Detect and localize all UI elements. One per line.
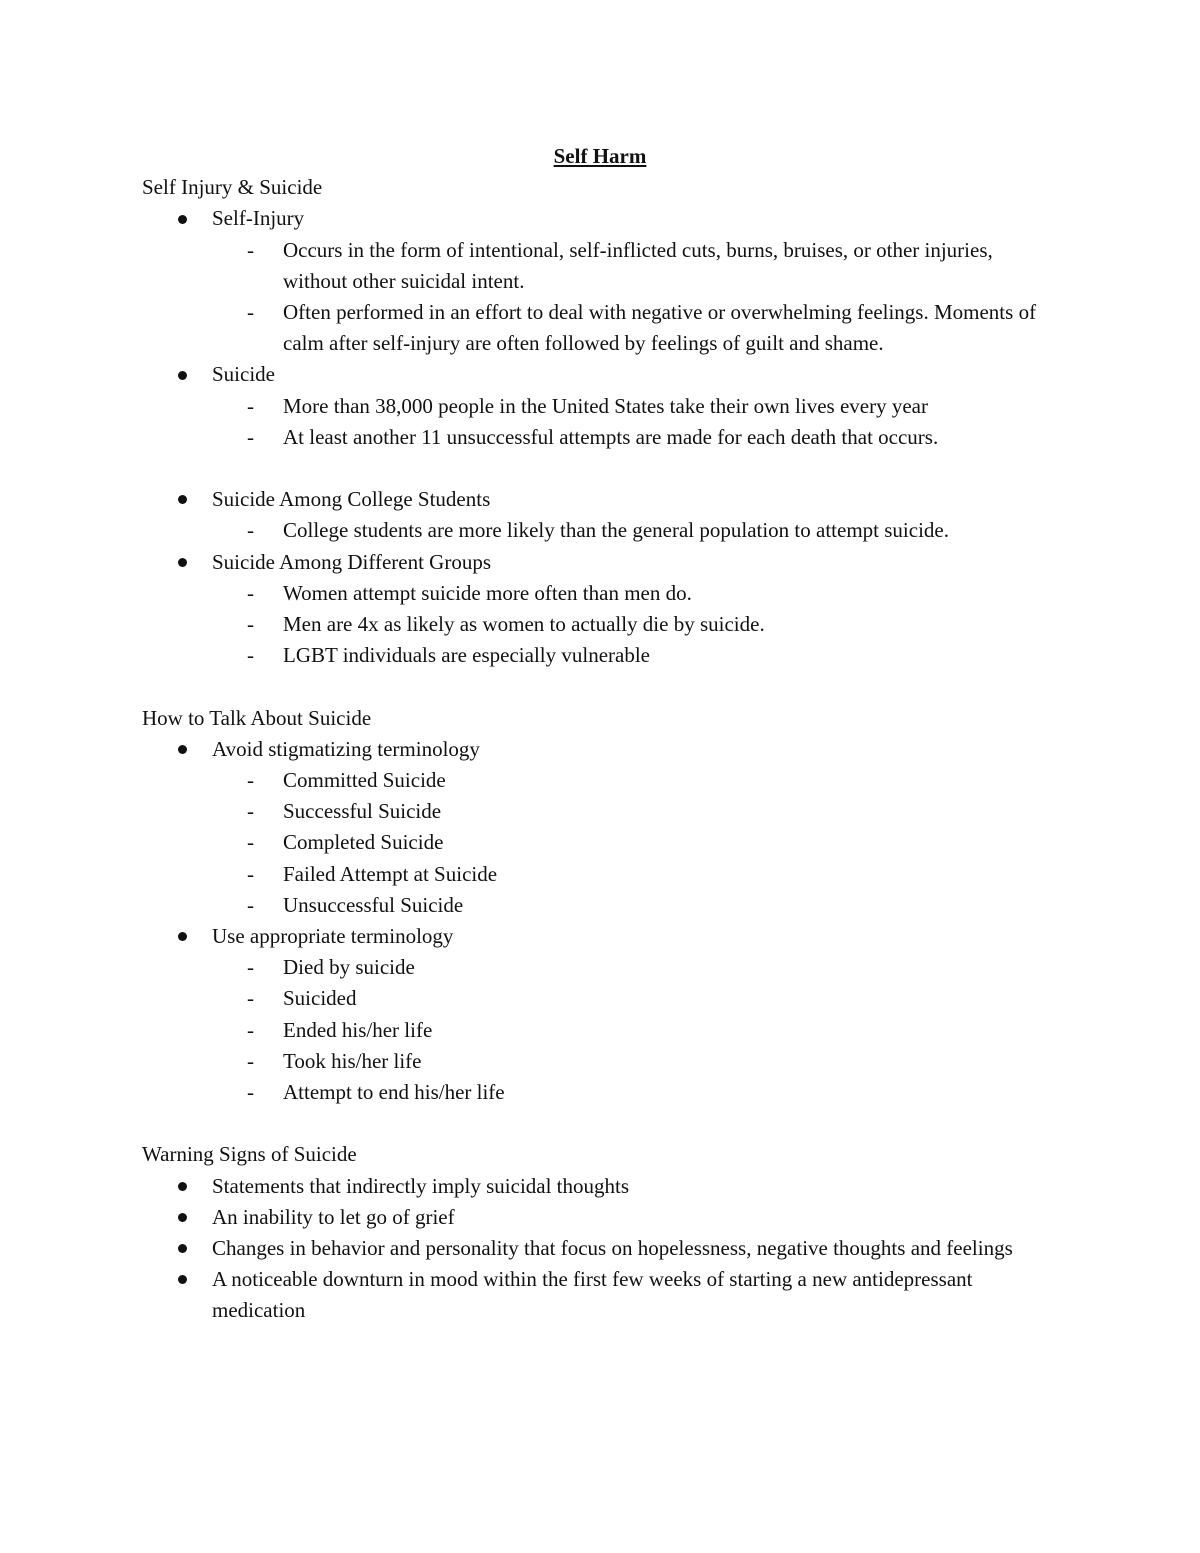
list-subitem: - More than 38,000 people in the United States take their own lives every year (142, 391, 1043, 422)
bullet-icon (178, 484, 187, 515)
bullet-icon (178, 921, 187, 952)
section-heading-self-injury: Self Injury & Suicide (142, 175, 323, 200)
page-title: Self Harm (553, 144, 647, 168)
list-item: Suicide (142, 359, 1200, 390)
spacer (142, 671, 1200, 702)
list-item: Suicide Among Different Groups (142, 547, 1200, 578)
bullet-icon (178, 1264, 187, 1295)
list-subitem: - College students are more likely than the general population to attempt suicide. (142, 515, 1043, 546)
bullet-icon (178, 734, 187, 765)
dash-icon: - (247, 861, 254, 886)
list-subitem: - Often performed in an effort to deal with negative or overwhelming feelings. Moments of calm after self-injury are often followed by feelings of guilt and shame. (142, 297, 1043, 359)
dash-icon: - (247, 1048, 254, 1073)
bullet-icon (178, 1202, 187, 1233)
section-heading-talk-about-suicide: How to Talk About Suicide (142, 705, 372, 730)
list-subitem: - At least another 11 unsuccessful attempts are made for each death that occurs. (142, 422, 1043, 453)
list-suicide-groups (142, 484, 1200, 671)
list-item: Avoid stigmatizing terminology (142, 734, 1200, 765)
bullet-icon (178, 203, 187, 234)
dash-icon: - (247, 986, 254, 1011)
dash-icon: - (247, 300, 254, 325)
bullet-icon (178, 1233, 187, 1264)
list-subitem: - Attempt to end his/her life (142, 1077, 1043, 1108)
list-item: Use appropriate terminology (142, 921, 1200, 952)
list-item: Suicide Among College Students (142, 484, 1200, 515)
dash-icon: - (247, 612, 254, 637)
dash-icon: - (247, 393, 254, 418)
list-item: A noticeable downturn in mood within the first few weeks of starting a new antidepressant medication (142, 1264, 1042, 1326)
list-warning-signs (142, 1171, 1042, 1327)
spacer (142, 453, 1200, 484)
list-self-injury (142, 203, 1200, 453)
list-subitem: - LGBT individuals are especially vulnerable (142, 640, 1043, 671)
list-subitem: - Ended his/her life (142, 1015, 1043, 1046)
list-terminology (142, 734, 1200, 1108)
dash-icon: - (247, 580, 254, 605)
dash-icon: - (247, 799, 254, 824)
spacer (142, 1108, 1200, 1139)
list-subitem: - Completed Suicide (142, 827, 1043, 858)
dash-icon: - (247, 1080, 254, 1105)
list-subitem: - Men are 4x as likely as women to actually die by suicide. (142, 609, 1043, 640)
list-subitem: - Successful Suicide (142, 796, 1043, 827)
dash-icon: - (247, 643, 254, 668)
dash-icon: - (247, 892, 254, 917)
list-item: Statements that indirectly imply suicidal thoughts (142, 1171, 1042, 1202)
list-subitem: - Women attempt suicide more often than men do. (142, 578, 1043, 609)
list-item: An inability to let go of grief (142, 1202, 1042, 1233)
list-subitem: - Died by suicide (142, 952, 1043, 983)
dash-icon: - (247, 830, 254, 855)
bullet-icon (178, 359, 187, 390)
list-subitem: - Committed Suicide (142, 765, 1043, 796)
list-item: Self-Injury (142, 203, 1200, 234)
list-subitem: - Took his/her life (142, 1046, 1043, 1077)
section-heading-warning-signs: Warning Signs of Suicide (142, 1142, 357, 1167)
list-subitem: - Unsuccessful Suicide (142, 890, 1043, 921)
dash-icon: - (247, 237, 254, 262)
dash-icon: - (247, 424, 254, 449)
list-item: Changes in behavior and personality that focus on hopelessness, negative thoughts and feelings (142, 1233, 1042, 1264)
dash-icon: - (247, 1017, 254, 1042)
bullet-icon (178, 547, 187, 578)
dash-icon: - (247, 518, 254, 543)
bullet-icon (178, 1171, 187, 1202)
dash-icon: - (247, 768, 254, 793)
list-subitem: - Suicided (142, 983, 1043, 1014)
dash-icon: - (247, 955, 254, 980)
list-subitem: - Failed Attempt at Suicide (142, 859, 1043, 890)
list-subitem: - Occurs in the form of intentional, self-inflicted cuts, burns, bruises, or other injuries, without other suicidal intent. (142, 235, 1043, 297)
